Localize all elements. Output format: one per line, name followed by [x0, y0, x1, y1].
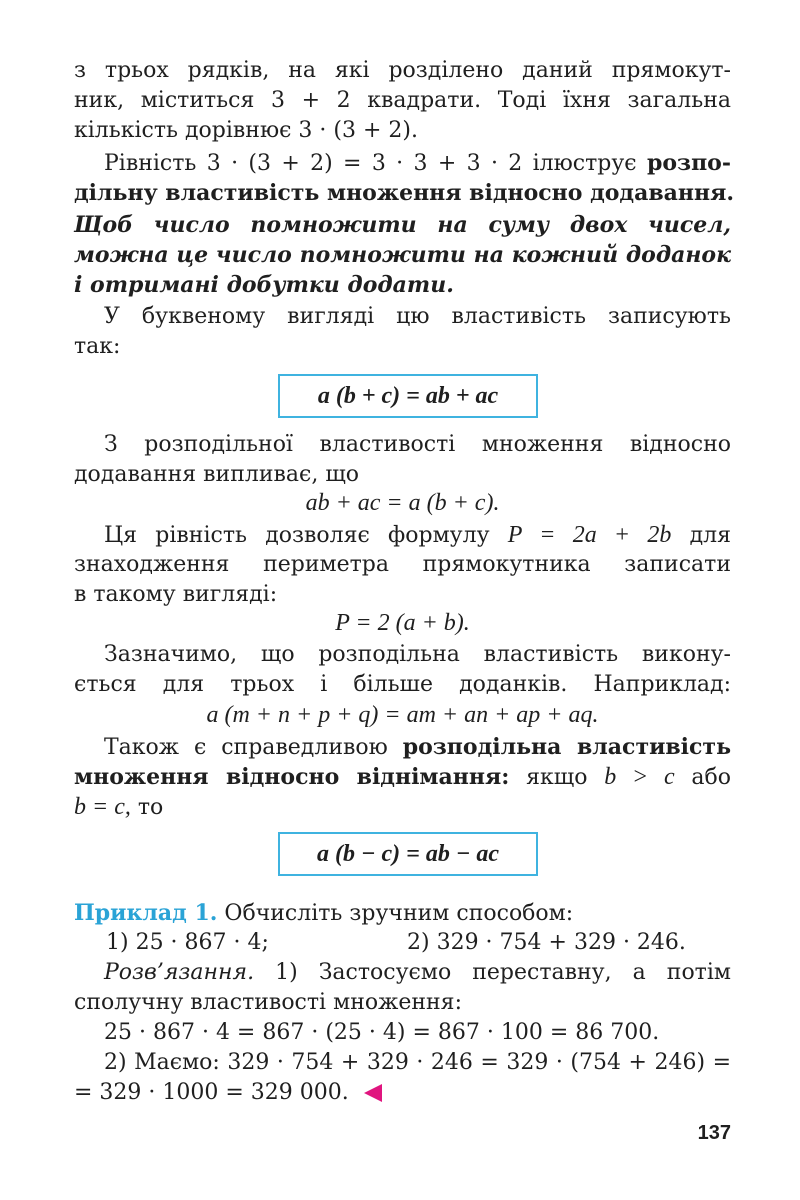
formula-text: a (b − c) = ab − ac [316, 840, 500, 867]
text-fragment: 2) Маємо: [104, 1050, 220, 1075]
text-fragment: або [691, 765, 731, 790]
rule-line: Щоб число помножити на суму двох чисел, [74, 212, 731, 238]
text-fragment: якщо [526, 765, 588, 790]
inline-formula: b = c, [74, 794, 131, 820]
paragraph-line [74, 148, 731, 178]
solution-line [74, 1048, 731, 1078]
term-fragment: розподільна властивість [402, 734, 731, 760]
paragraph-line: додавання випливає, що [74, 462, 360, 487]
text-fragment: = 329 · 1000 = 329 000. [74, 1080, 349, 1105]
problem-1: 1) 25 · 867 · 4; [106, 930, 269, 955]
solution-line [74, 958, 731, 988]
paragraph-line: так: [74, 334, 121, 359]
text-fragment: 329 · 754 + 329 · 246 = 329 · (754 + 246) = [227, 1050, 731, 1075]
paragraph-line: з трьох рядків, на які розділено даний прямокут- [74, 58, 731, 83]
text-fragment: Рівність 3 · (3 + 2) = 3 · 3 + 3 · 2 ілюструє [104, 151, 637, 176]
inline-formula: P = 2a + 2b [507, 522, 672, 548]
text-fragment: то [137, 795, 164, 820]
paragraph-line: ник, міститься 3 + 2 квадрати. Тоді їхня загальна [74, 88, 731, 113]
equation: a (m + n + p + q) = am + an + ap + aq. [206, 702, 599, 728]
example-problems [74, 928, 731, 958]
solution-line: сполучну властивості множення: [74, 990, 462, 1015]
solution-line [74, 1078, 731, 1108]
term-fragment: розпо- [646, 150, 731, 176]
paragraph-line: Зазначимо, що розподільна властивість викону- [104, 642, 731, 667]
inline-formula: b > c [604, 764, 675, 790]
page-number: 137 [697, 1122, 731, 1144]
paragraph-line: знаходження периметра прямокутника записати [74, 552, 731, 577]
rule-line: можна це число помножити на кожний доданок [74, 242, 731, 268]
equation: ab + ac = a (b + c). [305, 490, 500, 516]
problem-2: 2) 329 · 754 + 329 · 246. [407, 930, 686, 955]
solution-line: 25 · 867 · 4 = 867 · (25 · 4) = 867 · 100 = 86 700. [104, 1020, 660, 1045]
example-heading [74, 898, 731, 928]
formula-box-addition [278, 374, 538, 418]
term-fragment: множення відносно віднімання: [74, 764, 510, 790]
text-fragment: 1) Застосуємо переставну, а потім [275, 960, 732, 985]
formula-box-subtraction [278, 832, 538, 876]
paragraph-line: З розподільної властивості множення відносно [104, 432, 731, 457]
formula-text: a (b + c) = ab + ac [317, 382, 499, 409]
solution-label: Розв’язання. [104, 960, 255, 985]
rule-line: і отримані добутки додати. [74, 272, 454, 298]
paragraph-line: У буквеному вигляді цю властивість записують [104, 304, 731, 329]
paragraph-line [74, 520, 731, 550]
term-line: дільну властивість множення відносно додавання. [74, 180, 735, 206]
paragraph-line [74, 762, 731, 792]
paragraph-line: ється для трьох і більше доданків. Наприклад: [74, 672, 731, 697]
text-fragment: Також є справедливою [104, 735, 388, 760]
text-fragment: Ця рівність дозволяє формулу [104, 523, 490, 548]
example-title: Приклад 1. [74, 900, 218, 926]
paragraph-line [74, 792, 731, 822]
paragraph-line: в такому вигляді: [74, 582, 278, 607]
text-fragment: для [689, 523, 731, 548]
paragraph-line [74, 732, 731, 762]
equation: P = 2 (a + b). [335, 610, 470, 636]
paragraph-line: кількість дорівнює 3 · (3 + 2). [74, 118, 418, 143]
example-task: Обчисліть зручним способом: [224, 901, 574, 926]
triangle-left-icon [364, 1084, 382, 1102]
